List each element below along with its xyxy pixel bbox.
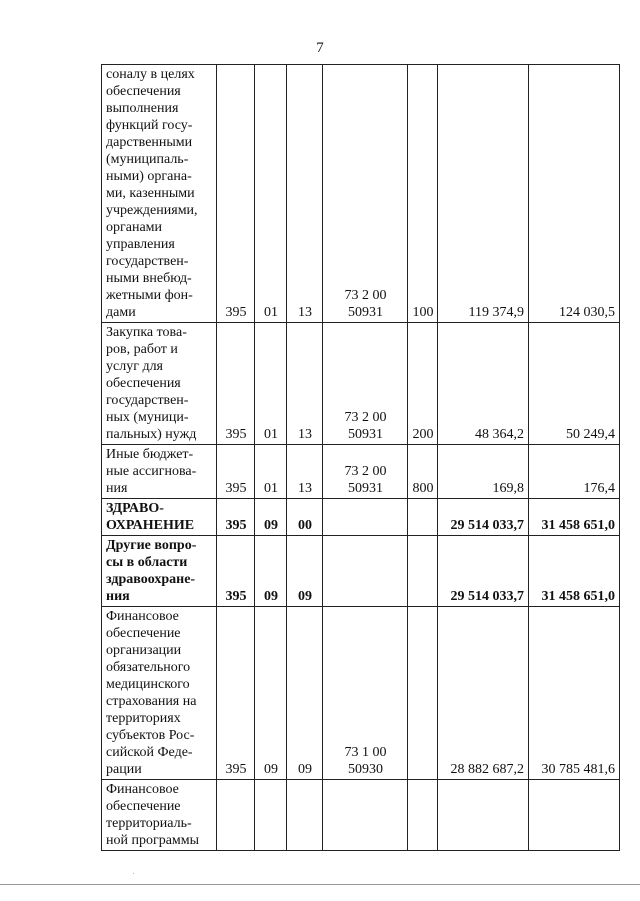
row-name-line: (муниципаль-: [106, 152, 189, 167]
subsection-code-cell: 00: [287, 499, 323, 536]
target-article-cell: [323, 65, 408, 323]
amount-year1-cell: 28 882 687,2: [438, 607, 529, 780]
amount-year1-cell: [438, 780, 529, 851]
row-name-line: функций госу-: [106, 118, 193, 133]
amount-year1-cell: 119 374,9: [438, 65, 529, 323]
target-article-line: 50930: [348, 762, 383, 777]
row-name-line: Закупка това-: [106, 325, 187, 340]
table-row: [102, 607, 620, 780]
page-number: 7: [316, 40, 324, 56]
row-name-line: обязательного: [106, 660, 191, 675]
row-name-line: страхования на: [106, 694, 197, 709]
row-name-line: Финансовое: [106, 782, 179, 797]
amount-year2-cell: 31 458 651,0: [529, 536, 620, 607]
amount-year1-cell: 169,8: [438, 445, 529, 499]
row-name-line: рации: [106, 762, 142, 777]
target-article-line: 73 1 00: [344, 745, 387, 760]
row-name-line: субъектов Рос-: [106, 728, 195, 743]
amount-year1-cell: 29 514 033,7: [438, 499, 529, 536]
expense-type-cell: 100: [408, 65, 438, 323]
row-name-line: территориях: [106, 711, 181, 726]
row-name-line: дарственными: [106, 135, 193, 150]
section-code-cell: 01: [255, 323, 287, 445]
expense-type-cell: 800: [408, 445, 438, 499]
subsection-code-cell: [287, 780, 323, 851]
section-code-cell: 09: [255, 607, 287, 780]
amount-year2-cell: [529, 780, 620, 851]
row-name-line: ные ассигнова-: [106, 464, 197, 479]
row-name-line: сийской Феде-: [106, 745, 193, 760]
row-name-line: сы в области: [106, 555, 188, 570]
row-name-line: выполнения: [106, 101, 179, 116]
scan-artifact: [133, 873, 134, 874]
target-article-cell: [323, 607, 408, 780]
table-row: [102, 499, 620, 536]
row-name-cell: [102, 536, 217, 607]
expense-type-cell: [408, 607, 438, 780]
target-article-cell: [323, 780, 408, 851]
row-name-line: управления: [106, 237, 175, 252]
section-code-cell: 09: [255, 536, 287, 607]
section-code-cell: [255, 780, 287, 851]
row-name-line: обеспечения: [106, 376, 181, 391]
row-name-line: органами: [106, 220, 163, 235]
ved-code-cell: 395: [217, 323, 255, 445]
row-name-line: ния: [106, 481, 128, 496]
row-name-cell: [102, 323, 217, 445]
expense-type-cell: [408, 499, 438, 536]
row-name-line: ной программы: [106, 833, 200, 848]
target-article-cell: [323, 323, 408, 445]
amount-year2-cell: 30 785 481,6: [529, 607, 620, 780]
table-row: [102, 445, 620, 499]
row-name-line: организации: [106, 643, 182, 658]
row-name-line: пальных) нужд: [106, 427, 197, 442]
target-article-line: 50931: [348, 305, 383, 320]
row-name-line: Другие вопро-: [106, 538, 197, 553]
row-name-line: медицинского: [106, 677, 190, 692]
row-name-line: обеспечение: [106, 626, 181, 641]
row-name-line: Финансовое: [106, 609, 179, 624]
row-name-line: государствен-: [106, 254, 189, 269]
subsection-code-cell: 13: [287, 445, 323, 499]
row-name-cell: [102, 445, 217, 499]
row-name-line: ми, казенными: [106, 186, 195, 201]
target-article-line: 50931: [348, 481, 383, 496]
target-article-cell: [323, 445, 408, 499]
amount-year2-cell: 50 249,4: [529, 323, 620, 445]
amount-year2-cell: 31 458 651,0: [529, 499, 620, 536]
row-name-line: Иные бюджет-: [106, 447, 194, 462]
row-name-cell: [102, 65, 217, 323]
row-name-line: ных (муници-: [106, 410, 189, 425]
expense-type-cell: 200: [408, 323, 438, 445]
amount-year1-cell: 48 364,2: [438, 323, 529, 445]
target-article-line: 73 2 00: [344, 288, 387, 303]
amount-year2-cell: 124 030,5: [529, 65, 620, 323]
budget-table: [101, 64, 620, 851]
row-name-line: ными внебюд-: [106, 271, 192, 286]
target-article-line: 73 2 00: [344, 464, 387, 479]
table-row: [102, 323, 620, 445]
row-name-line: территориаль-: [106, 816, 192, 831]
row-name-line: государствен-: [106, 393, 189, 408]
subsection-code-cell: 13: [287, 323, 323, 445]
row-name-line: обеспечение: [106, 799, 181, 814]
ved-code-cell: 395: [217, 445, 255, 499]
row-name-line: соналу в целях: [106, 67, 195, 82]
target-article-cell: [323, 536, 408, 607]
table-row: [102, 780, 620, 851]
row-name-line: ЗДРАВО-: [106, 501, 164, 516]
ved-code-cell: 395: [217, 607, 255, 780]
row-name-line: ными) органа-: [106, 169, 192, 184]
row-name-cell: [102, 607, 217, 780]
target-article-line: 73 2 00: [344, 410, 387, 425]
amount-year2-cell: 176,4: [529, 445, 620, 499]
row-name-line: ров, работ и: [106, 342, 178, 357]
section-code-cell: 09: [255, 499, 287, 536]
subsection-code-cell: 09: [287, 536, 323, 607]
row-name-line: ОХРАНЕНИЕ: [106, 518, 195, 533]
row-name-line: жетными фон-: [106, 288, 193, 303]
ved-code-cell: 395: [217, 536, 255, 607]
expense-type-cell: [408, 780, 438, 851]
row-name-line: обеспечения: [106, 84, 181, 99]
row-name-cell: [102, 499, 217, 536]
subsection-code-cell: 09: [287, 607, 323, 780]
table-row: [102, 65, 620, 323]
target-article-cell: [323, 499, 408, 536]
subsection-code-cell: 13: [287, 65, 323, 323]
section-code-cell: 01: [255, 65, 287, 323]
section-code-cell: 01: [255, 445, 287, 499]
page-bottom-edge: [0, 884, 640, 885]
target-article-line: 50931: [348, 427, 383, 442]
row-name-line: ния: [106, 589, 130, 604]
amount-year1-cell: 29 514 033,7: [438, 536, 529, 607]
ved-code-cell: [217, 780, 255, 851]
row-name-line: учреждениями,: [106, 203, 198, 218]
expense-type-cell: [408, 536, 438, 607]
row-name-line: дами: [106, 305, 136, 320]
ved-code-cell: 395: [217, 65, 255, 323]
table-row: [102, 536, 620, 607]
row-name-line: здравоохране-: [106, 572, 196, 587]
row-name-cell: [102, 780, 217, 851]
row-name-line: услуг для: [106, 359, 163, 374]
ved-code-cell: 395: [217, 499, 255, 536]
